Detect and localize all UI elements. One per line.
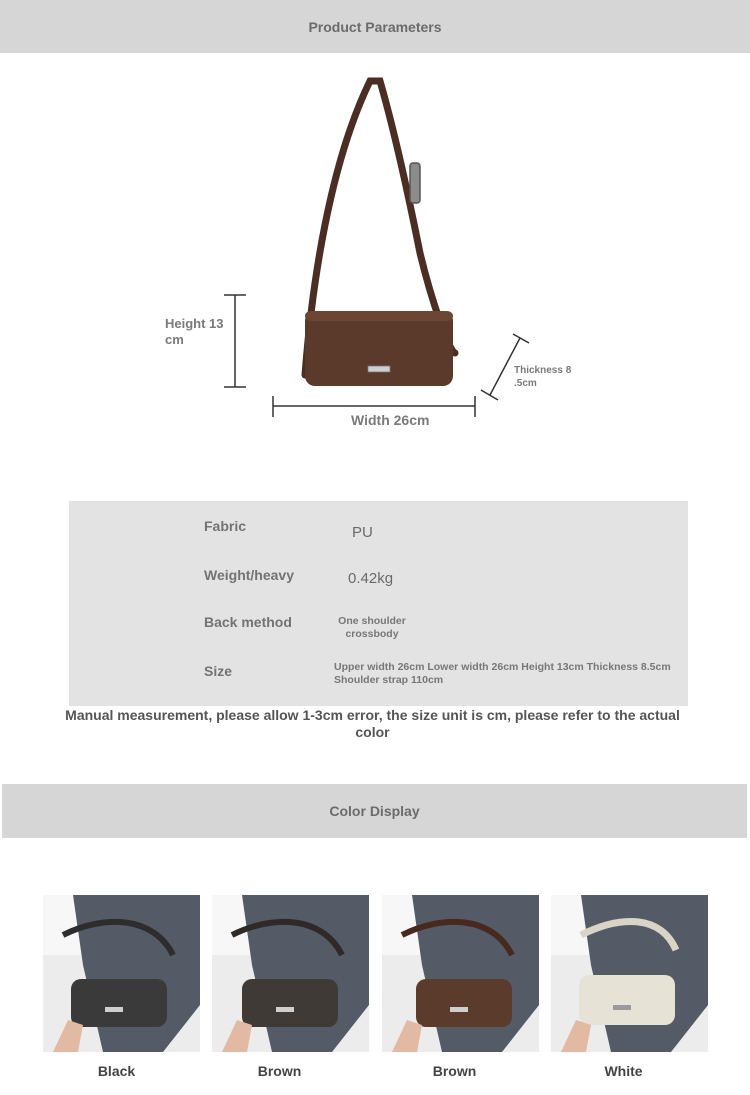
bag-photo-brown — [382, 895, 539, 1052]
bag-photo-black — [43, 895, 200, 1052]
param-label-weight: Weight/heavy — [204, 567, 294, 583]
product-parameters-banner — [0, 0, 750, 53]
color-swatch-white[interactable] — [551, 895, 708, 1052]
product-parameters-title: Product Parameters — [308, 18, 442, 35]
param-label-size: Size — [204, 663, 233, 679]
bag-photo-white — [551, 895, 708, 1052]
param-label-back-method: Back method — [204, 614, 292, 630]
product-figure — [0, 53, 750, 483]
measurement-note: Manual measurement, please allow 1-3cm error, the size unit is cm, please refer to the actual color — [65, 707, 680, 740]
param-value-size: Upper width 26cm Lower width 26cm Height 13cm Thickness 8.5cm Shoulder strap 110cm — [334, 661, 671, 686]
param-value-weight: 0.42kg — [348, 570, 394, 587]
color-name-brown-2: Brown — [432, 1063, 477, 1079]
bag-photo-brown-dark — [212, 895, 369, 1052]
param-value-back-method: One shoulder crossbody — [338, 615, 406, 640]
parameters-table — [69, 501, 688, 706]
param-label-fabric: Fabric — [204, 518, 247, 534]
color-name-black: Black — [97, 1063, 136, 1079]
color-name-brown-1: Brown — [257, 1063, 302, 1079]
color-swatch-brown-2[interactable] — [382, 895, 539, 1052]
color-swatch-brown-1[interactable] — [212, 895, 369, 1052]
color-name-white: White — [604, 1063, 643, 1079]
color-display-title: Color Display — [329, 803, 420, 819]
thickness-label: Thickness 8 .5cm — [514, 365, 572, 389]
param-value-fabric: PU — [352, 524, 373, 541]
color-swatch-black[interactable] — [43, 895, 200, 1052]
height-label: Height 13 cm — [165, 316, 224, 347]
width-label: Width 26cm — [351, 412, 430, 428]
color-display-banner — [2, 784, 747, 838]
